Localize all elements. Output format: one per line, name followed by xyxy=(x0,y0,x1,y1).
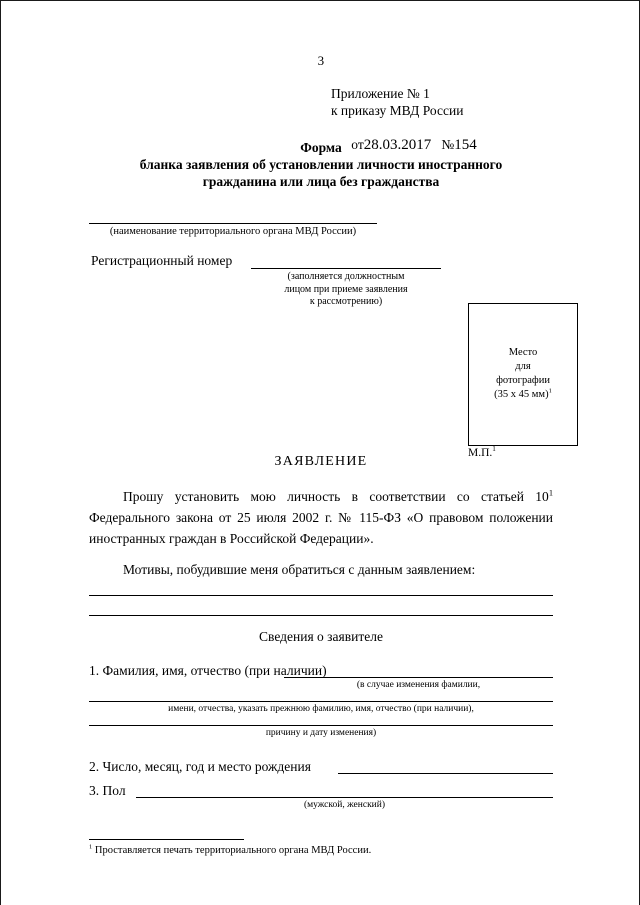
applicant-info-heading: Сведения о заявителе xyxy=(259,629,383,644)
field-2-label: 2. Число, месяц, год и место рождения xyxy=(89,759,311,774)
appendix-line-1: Приложение № 1 xyxy=(331,86,430,101)
registration-number-caption xyxy=(251,271,441,309)
footnote xyxy=(89,845,509,856)
seal-footnote-marker: 1 xyxy=(492,445,496,454)
field-1-input-rule[interactable] xyxy=(284,677,553,678)
motives-input-rule-1[interactable] xyxy=(89,595,553,596)
field-1-caption-2: имени, отчества, указать прежнюю фамилию, имя, отчество (при наличии), xyxy=(168,704,474,714)
body-paragraph-motives: Мотивы, побудившие меня обратиться с данным заявлением: xyxy=(123,562,476,577)
photo-line-4: (35 х 45 мм)$^1$ xyxy=(494,387,552,400)
footnote-separator xyxy=(89,839,244,840)
page-number: 3 xyxy=(317,53,325,68)
appendix-line-2: к приказу МВД России xyxy=(331,103,464,118)
footnote-marker: 1 xyxy=(89,843,93,851)
registration-number-input-rule[interactable] xyxy=(251,268,441,269)
org-name-caption: (наименование территориального органа МВД России) xyxy=(109,226,357,237)
registration-caption-line-1: (заполняется должностным xyxy=(287,271,405,282)
field-3-input-rule[interactable] xyxy=(136,797,553,798)
registration-number-label: Регистрационный номер xyxy=(91,253,233,268)
appendix-date: 28.03.2017 xyxy=(363,137,432,153)
field-1-input-rule-3[interactable] xyxy=(89,725,553,726)
statement-heading: ЗАЯВЛЕНИЕ xyxy=(274,454,368,469)
request-text-part-1: Прошу установить мою личность в соответствии со статьей 10 xyxy=(123,489,549,504)
motives-input-rule-2[interactable] xyxy=(89,615,553,616)
field-1-input-rule-2[interactable] xyxy=(89,701,553,702)
appendix-date-prefix: от xyxy=(351,137,364,152)
article-superscript: 1 xyxy=(548,488,553,498)
form-title xyxy=(61,139,581,190)
registration-caption-line-3: к рассмотрению) xyxy=(309,296,383,307)
photo-line-3: фотографии xyxy=(496,375,550,386)
form-title-line-1: Форма xyxy=(300,140,342,155)
request-text-part-2: Федерального закона от 25 июля 2002 г. № 115-ФЗ «О правовом положении иностранных граждан в Российской Федерации». xyxy=(89,510,553,546)
photo-line-2: для xyxy=(515,361,531,372)
photo-footnote-marker: 1 xyxy=(548,387,552,395)
body-paragraph-request xyxy=(89,486,553,549)
field-3-caption: (мужской, женский) xyxy=(303,800,386,810)
form-title-line-2: бланка заявления об установлении личности иностранного xyxy=(139,157,503,172)
registration-caption-line-2: лицом при приеме заявления xyxy=(284,283,408,295)
photo-line-1: Место xyxy=(508,347,538,358)
field-1-label: 1. Фамилия, имя, отчество (при наличии) xyxy=(89,663,327,678)
org-name-input-rule[interactable] xyxy=(89,223,377,224)
field-1-caption-3: причину и дату изменения) xyxy=(265,728,377,738)
field-3-label: 3. Пол xyxy=(89,783,126,798)
seal-label: М.П. xyxy=(468,447,493,459)
field-2-input-rule[interactable] xyxy=(338,773,553,774)
field-1-caption-1: (в случае изменения фамилии, xyxy=(356,680,481,690)
photo-placeholder-text xyxy=(468,346,578,402)
footnote-body: Проставляется печать территориального органа МВД России. xyxy=(92,845,372,856)
form-title-line-3: гражданина или лица без гражданства xyxy=(202,174,440,189)
appendix-number-prefix: № xyxy=(441,137,455,152)
appendix-number: 154 xyxy=(454,137,477,153)
